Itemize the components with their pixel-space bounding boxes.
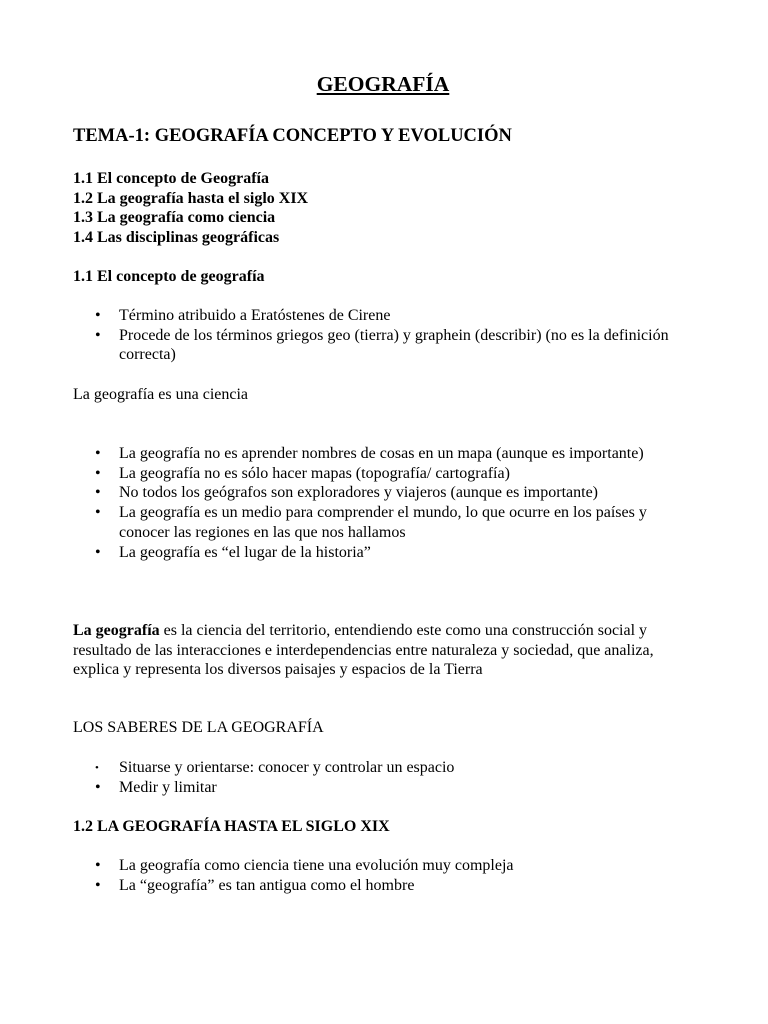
definition-text: es la ciencia del territorio, entendiendo este como una construcción social y resultado de las interacciones e interdependencias entre naturaleza y sociedad, que analiza, explica y representa los diversos paisajes y espacios de la Tierra <box>73 622 654 679</box>
bullet-icon: • <box>95 464 101 482</box>
document-title: GEOGRAFÍA <box>316 72 450 96</box>
bullet-icon: • <box>95 762 99 774</box>
list-item-text: Procede de los términos griegos geo (tierra) y graphein (describir) (no es la definición correcta) <box>119 326 669 364</box>
bullet-icon: • <box>95 484 101 502</box>
bullet-icon: • <box>95 307 101 324</box>
bullet-icon: • <box>95 445 101 462</box>
ciencia-line: La geografía es una ciencia <box>73 386 249 403</box>
list-item <box>73 326 673 365</box>
list-item <box>73 543 673 563</box>
list-item-text: La geografía no es sólo hacer mapas (topografía/ cartografía) <box>119 464 510 482</box>
list-item <box>73 306 673 326</box>
saberes-heading: LOS SABERES DE LA GEOGRAFÍA <box>73 719 324 736</box>
list-item-text: La geografía no es aprender nombres de cosas en un mapa (aunque es importante) <box>119 445 644 462</box>
bullet-icon: • <box>95 326 101 344</box>
list-item-text: La geografía es “el lugar de la historia” <box>119 543 371 561</box>
list-item <box>73 503 673 542</box>
list-item <box>73 464 673 484</box>
section-1-2-list <box>73 856 673 895</box>
list-item <box>73 483 673 503</box>
list-item-text: Término atribuido a Eratóstenes de Cirene <box>119 307 391 324</box>
bullet-icon: • <box>95 876 101 894</box>
section-1-1-list <box>73 306 673 365</box>
bullet-icon: • <box>95 778 101 796</box>
section-1-1-heading: 1.1 El concepto de geografía <box>73 268 265 285</box>
toc-item: 1.3 La geografía como ciencia <box>73 209 276 227</box>
table-of-contents <box>73 169 308 248</box>
list-item-text: La “geografía” es tan antigua como el hombre <box>119 876 415 894</box>
toc-item: 1.2 La geografía hasta el siglo XIX <box>73 189 309 207</box>
list-item-text: Medir y limitar <box>119 778 217 796</box>
toc-item: 1.1 El concepto de Geografía <box>73 170 269 187</box>
list-item-text: Situarse y orientarse: conocer y controlar un espacio <box>119 759 455 776</box>
list-item <box>73 856 673 876</box>
bullet-icon: • <box>95 857 101 874</box>
list-item-text: No todos los geógrafos son exploradores y viajeros (aunque es importante) <box>119 484 598 502</box>
list-item <box>73 778 673 798</box>
bullet-icon: • <box>95 504 101 522</box>
list-item <box>73 444 673 464</box>
bullet-icon: • <box>95 543 101 561</box>
saberes-list <box>73 758 673 797</box>
toc-item: 1.4 Las disciplinas geográficas <box>73 229 280 247</box>
list-item <box>73 758 673 778</box>
ciencia-list <box>73 444 673 562</box>
definition-term: La geografía <box>73 622 160 639</box>
definition-paragraph <box>73 621 673 680</box>
section-1-2-heading: 1.2 LA GEOGRAFÍA HASTA EL SIGLO XIX <box>73 818 390 835</box>
list-item <box>73 876 673 896</box>
list-item-text: La geografía es un medio para comprender el mundo, lo que ocurre en los países y conocer las regiones en las que nos hallamos <box>119 504 647 541</box>
list-item-text: La geografía como ciencia tiene una evolución muy compleja <box>119 857 514 874</box>
tema-heading: TEMA-1: GEOGRAFÍA CONCEPTO Y EVOLUCIÓN <box>73 126 512 146</box>
